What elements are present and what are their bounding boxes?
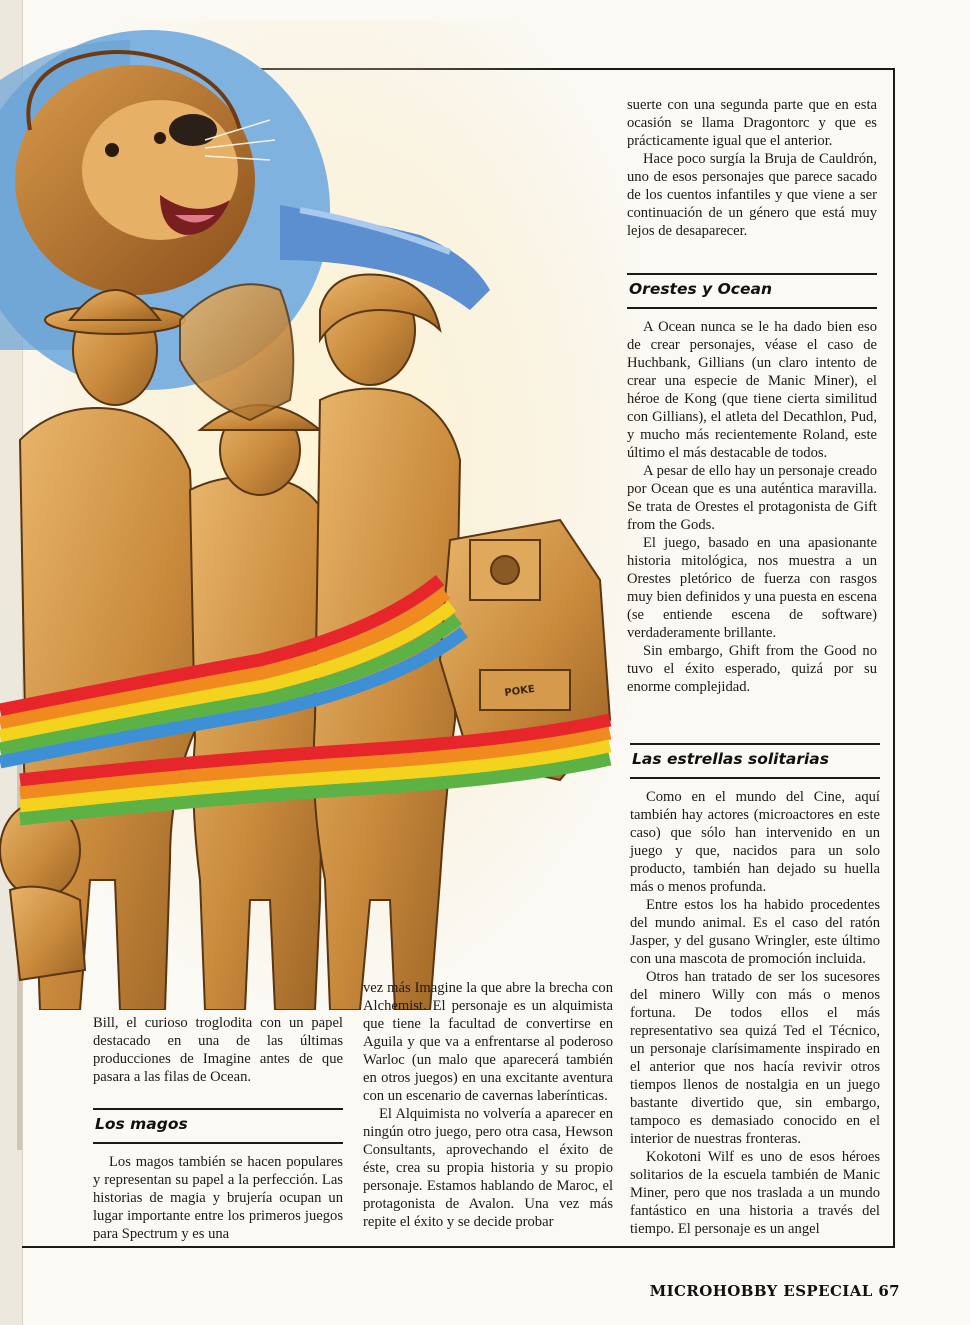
section-heading-orestes xyxy=(627,273,877,309)
paragraph: A Ocean nunca se le ha dado bien eso de crear personajes, véase el caso de Huchbank, Gillians (un claro intento de crear una especie de Manic Miner), el héroe de Kong (que tiene cierta similitud con Gillians), el atleta del Decathlon, Pud, y mucho más recientemente Roland, este último el más destacable de todos. xyxy=(627,319,877,461)
left-column-intro xyxy=(93,1014,343,1086)
camera-label: POKE xyxy=(503,683,536,699)
right-column-orestes xyxy=(627,318,877,696)
frame-rule-bottom xyxy=(22,1246,895,1248)
left-column-magos xyxy=(93,1153,343,1243)
section-heading-estrellas xyxy=(630,743,880,779)
right-column-top xyxy=(627,96,877,240)
character-statues-illustration xyxy=(0,20,640,1010)
frame-rule-right xyxy=(893,68,895,1248)
heading-text: Los magos xyxy=(95,1115,188,1133)
paragraph: suerte con una segunda parte que en esta ocasión se llama Dragontorc y que es prácticamente igual que el anterior. xyxy=(627,97,877,149)
section-heading-magos xyxy=(93,1108,343,1144)
right-column-estrellas xyxy=(630,788,880,1238)
paragraph: Los magos también se hacen populares y representan su papel a la perfección. Las historias de magia y brujería ocupan un lugar importante entre los primeros juegos para Spectrum y es una xyxy=(93,1154,343,1242)
paragraph: Kokotoni Wilf es uno de esos héroes solitarios de la escuela también de Manic Miner, pero que nos traslada a un mundo fantástico en una historia a través del tiempo. El personaje es un angel xyxy=(630,1149,880,1237)
paragraph: El Alquimista no volvería a aparecer en ningún otro juego, pero otra casa, Hewson Consultants, aprovechando el éxito de éste, crea su propia historia y su propio personaje. Estamos hablando de Maroc, el protagonista de Avalon. Una vez más repite el éxito y se decide probar xyxy=(363,1106,613,1230)
paragraph: A pesar de ello hay un personaje creado por Ocean que es una auténtica maravilla. Se trata de Orestes el protagonista de Gift from the Gods. xyxy=(627,463,877,533)
paragraph: Entre estos los ha habido procedentes del mundo animal. Es el caso del ratón Jasper, y del gusano Wringler, este último con una mascota de promoción incluida. xyxy=(630,897,880,967)
page-number: 67 xyxy=(878,1282,900,1300)
heading-text: Las estrellas solitarias xyxy=(632,750,829,768)
paragraph: Sin embargo, Ghift from the Good no tuvo el éxito esperado, quizá por su enorme complejidad. xyxy=(627,643,877,695)
paragraph: Bill, el curioso troglodita con un papel destacado en una de las últimas producciones de Imagine antes de que pasara a las filas de Ocean. xyxy=(93,1015,343,1085)
paragraph: vez más Imagine la que abre la brecha con Alchemist. El personaje es un alquimista que tiene la facultad de convertirse en Aguila y que va a enfrentarse al poderoso Warloc (un malo que aparecerá también en otros juegos) en una excitante aventura con un escenario de cavernas laberínticas. xyxy=(363,980,613,1104)
paragraph: Hace poco surgía la Bruja de Cauldrón, uno de esos personajes que parece sacado de los cuentos infantiles y que viene a ser continuación de un género que está muy lejos de desaparecer. xyxy=(627,151,877,239)
page-footer xyxy=(650,1282,900,1300)
paragraph: Otros han tratado de ser los sucesores del minero Willy con más o menos fortuna. De todos ellos el más representativo sea quizá Ted el Técnico, un personaje clarísimamente inspirado en el anterior que nos hacía revivir otros tiempos llenos de nostalgia en un juego bastante divertido que, sin embargo, tampoco es demasiado conocido en el interior de nuestras fronteras. xyxy=(630,969,880,1147)
paragraph: El juego, basado en una apasionante historia mitológica, nos muestra a un Orestes pletórico de fuerza con rasgos muy bien definidos y una puesta en escena (se entiende escena de software) verdaderamente brillante. xyxy=(627,535,877,641)
paragraph: Como en el mundo del Cine, aquí también hay actores (microactores en este caso) que sólo han intervenido en un juego y que, nacidos para un solo producto, también han dejado su huella más o menos profunda. xyxy=(630,789,880,895)
heading-text: Orestes y Ocean xyxy=(629,280,772,298)
magazine-title: MICROHOBBY ESPECIAL xyxy=(649,1282,873,1300)
middle-column xyxy=(363,979,613,1231)
